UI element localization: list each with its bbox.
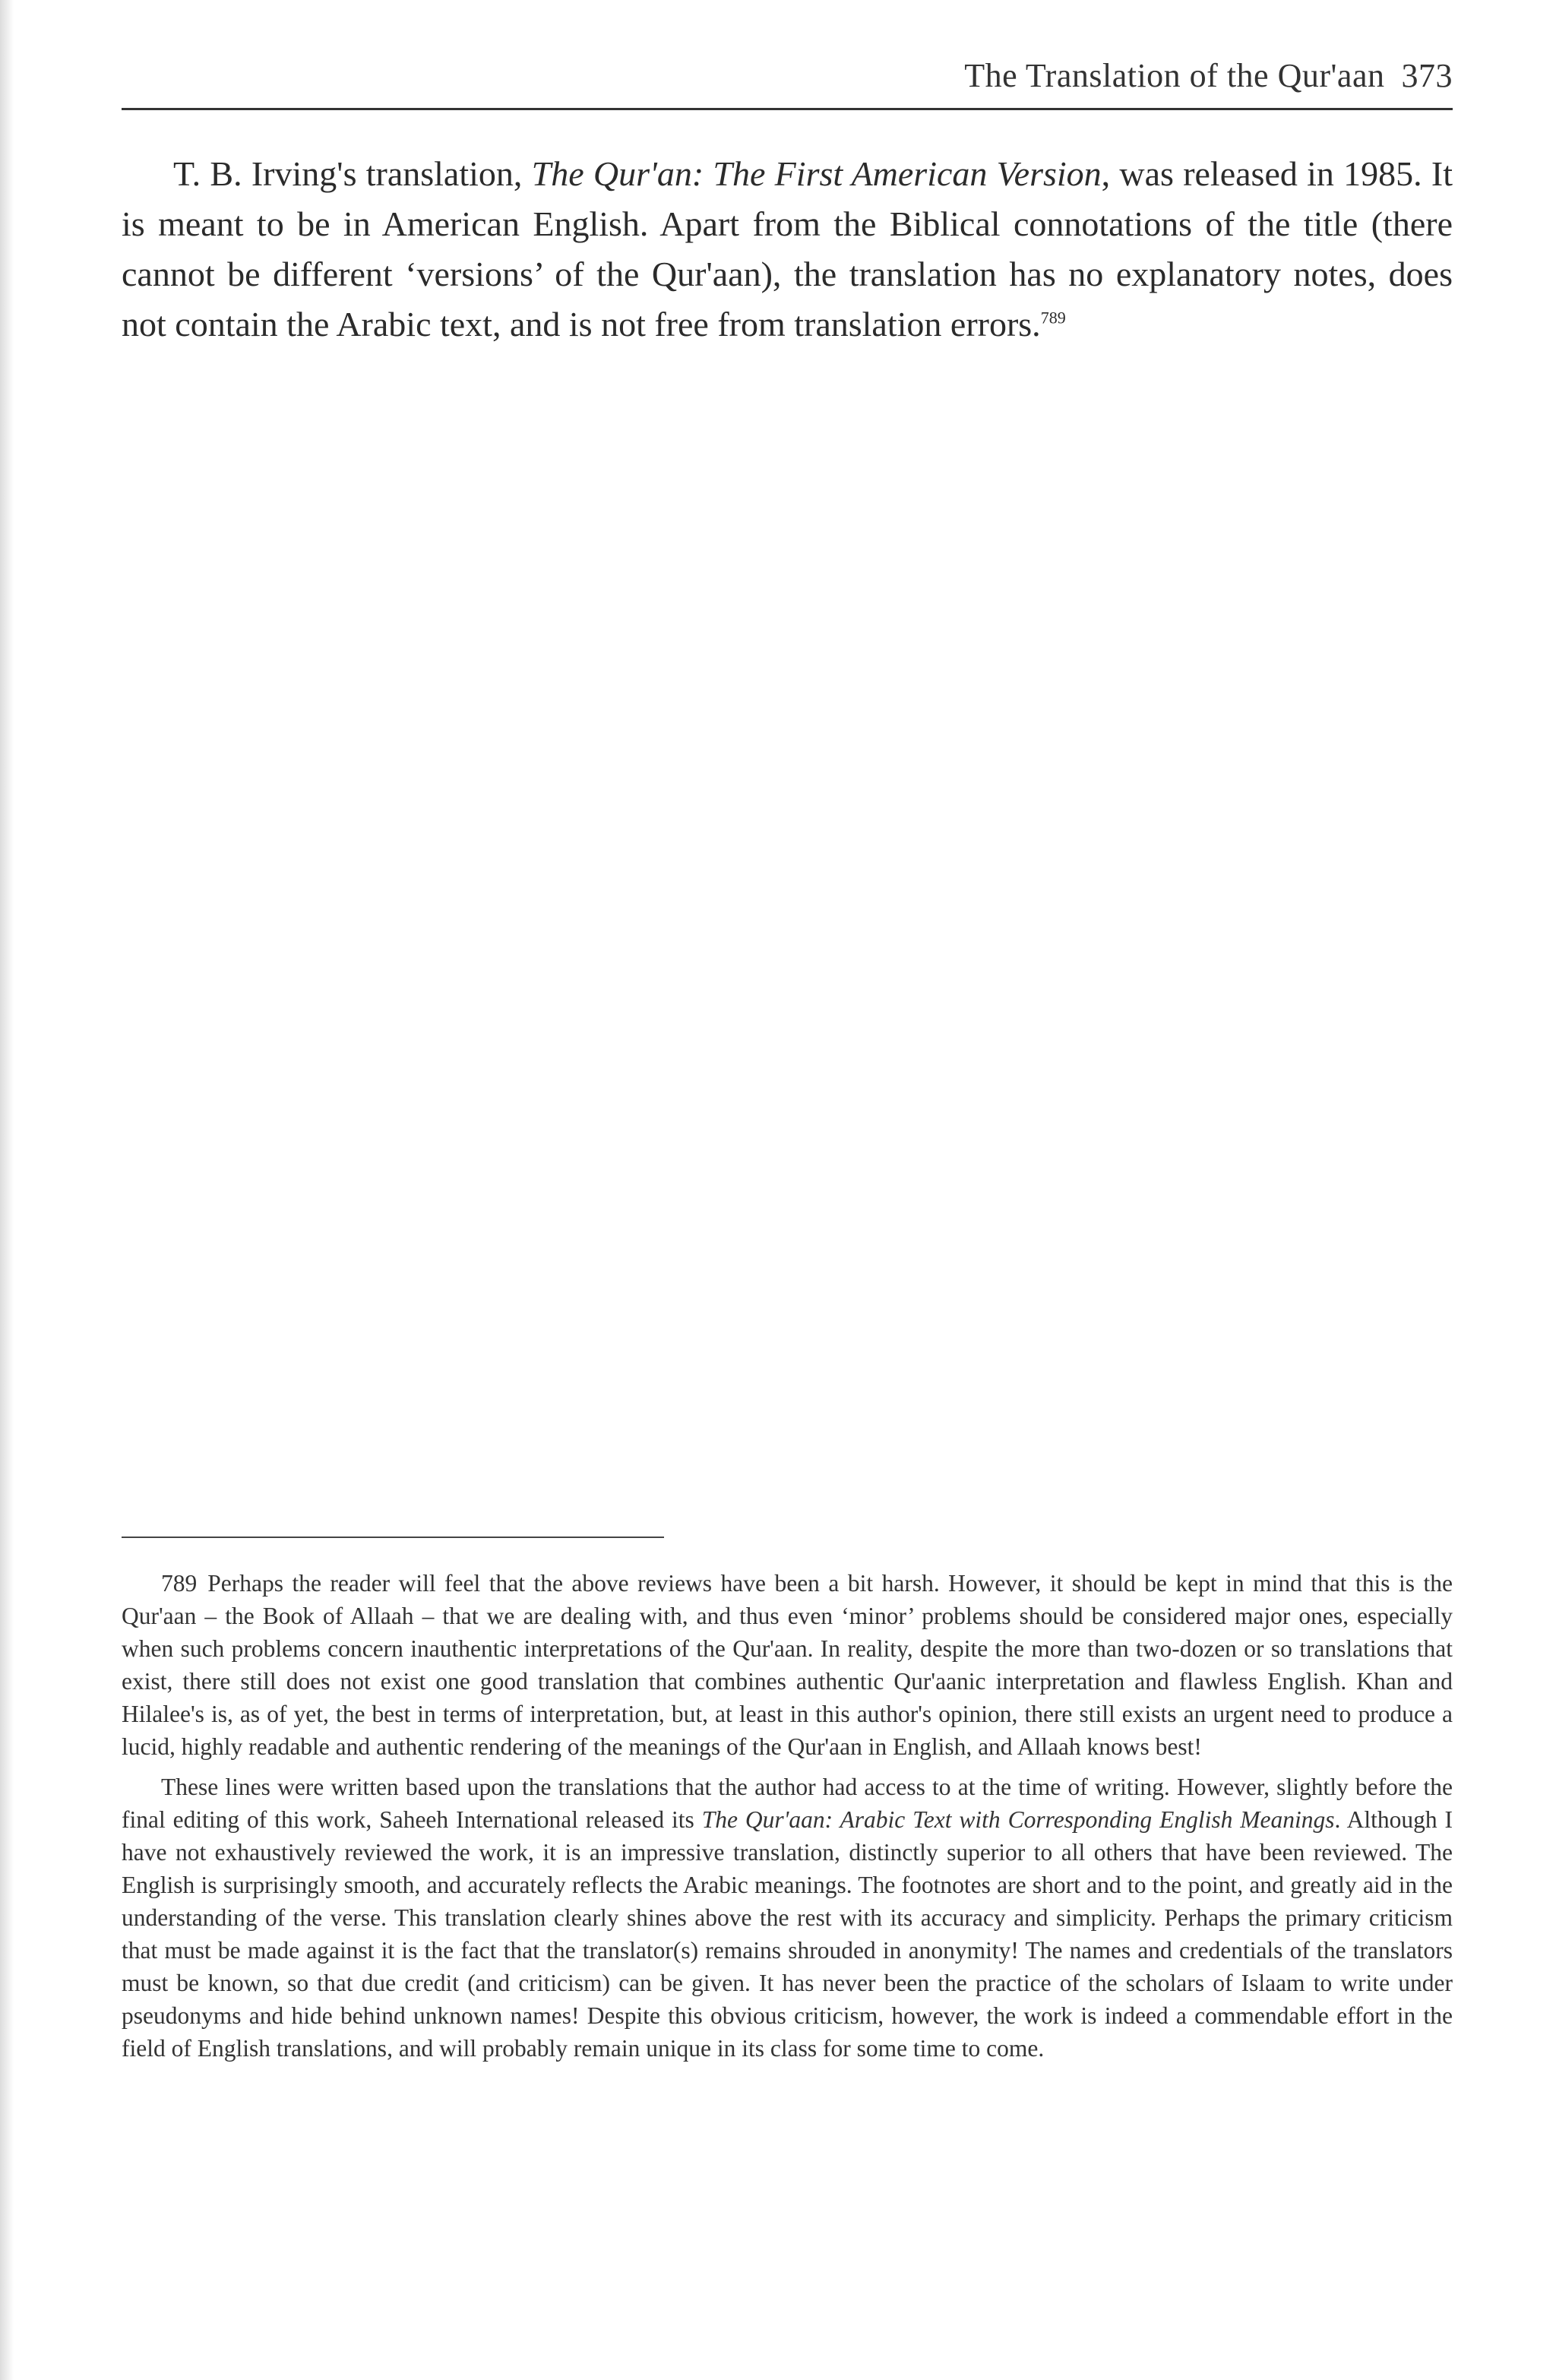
footnote-number: 789	[161, 1570, 198, 1597]
footnote-text-1: Perhaps the reader will feel that the above reviews have been a bit harsh. However, it should be kept in mind that this is the Qur'aan – the Book of Allaah – that we are dealing with, and thus even ‘minor’ problems should be considered major ones, especially when such problems concern inauthentic interpretations of the Qur'aan. In reality, despite the more than two-dozen or so translations that exist, there still does not exist one good translation that combines authentic Qur'aanic interpretation and flawless English. Khan and Hilalee's is, as of yet, the best in terms of interpretation, but, at least in this author's opinion, there still exists an urgent need to produce a lucid, highly readable and authentic rendering of the meanings of the Qur'aan in English, and Allaah knows best!	[122, 1570, 1453, 1760]
running-header	[122, 56, 1453, 95]
book-title-saheeh: The Qur'aan: Arabic Text with Corresponding English Meanings	[701, 1806, 1335, 1833]
footnote-text-2a: These lines were written based upon the translations that the author had access to at the time of writing. However, slightly before the final editing of this work, Saheeh International released its	[122, 1774, 1453, 1833]
footnote	[122, 1567, 1453, 2072]
book-title-irving: The Qur'an: The First American Version	[531, 154, 1102, 193]
footnote-paragraph-2	[122, 1771, 1453, 2065]
running-title: The Translation of the Qur'aan	[964, 57, 1385, 94]
footnote-text-2b: . Although I have not exhaustively reviewed the work, it is an impressive translation, distinctly superior to all others that have been reviewed. The English is surprisingly smooth, and accurately reflects the Arabic meanings. The footnotes are short and to the point, and greatly aid in the understanding of the verse. This translation clearly shines above the rest with its accuracy and simplicity. Perhaps the primary criticism that must be made against it is the fact that the translator(s) remains shrouded in anonymity! The names and credentials of the translators must be known, so that due credit (and criticism) can be given. It has never been the practice of the scholars of Islaam to write under pseudonyms and hide behind unknown names! Despite this obvious criticism, however, the work is indeed a commendable effort in the field of English translations, and will probably remain unique in its class for some time to come.	[122, 1806, 1453, 2062]
body-paragraph	[122, 149, 1453, 350]
footnote-rule	[122, 1537, 664, 1538]
body-text-rest: , was released in 1985. It is meant to be in American English. Apart from the Biblical connotations of the title (there cannot be different ‘versions’ of the Qur'aan), the translation has no explanatory notes, does not contain the Arabic text, and is not free from translation errors.	[122, 154, 1453, 343]
page-number: 373	[1401, 57, 1453, 94]
body-text-start: T. B. Irving's translation,	[173, 154, 532, 193]
footnote-paragraph-1	[122, 1567, 1453, 1763]
footnote-reference[interactable]: 789	[1040, 308, 1066, 328]
page-edge-shadow	[0, 0, 14, 2380]
header-rule	[122, 108, 1453, 110]
